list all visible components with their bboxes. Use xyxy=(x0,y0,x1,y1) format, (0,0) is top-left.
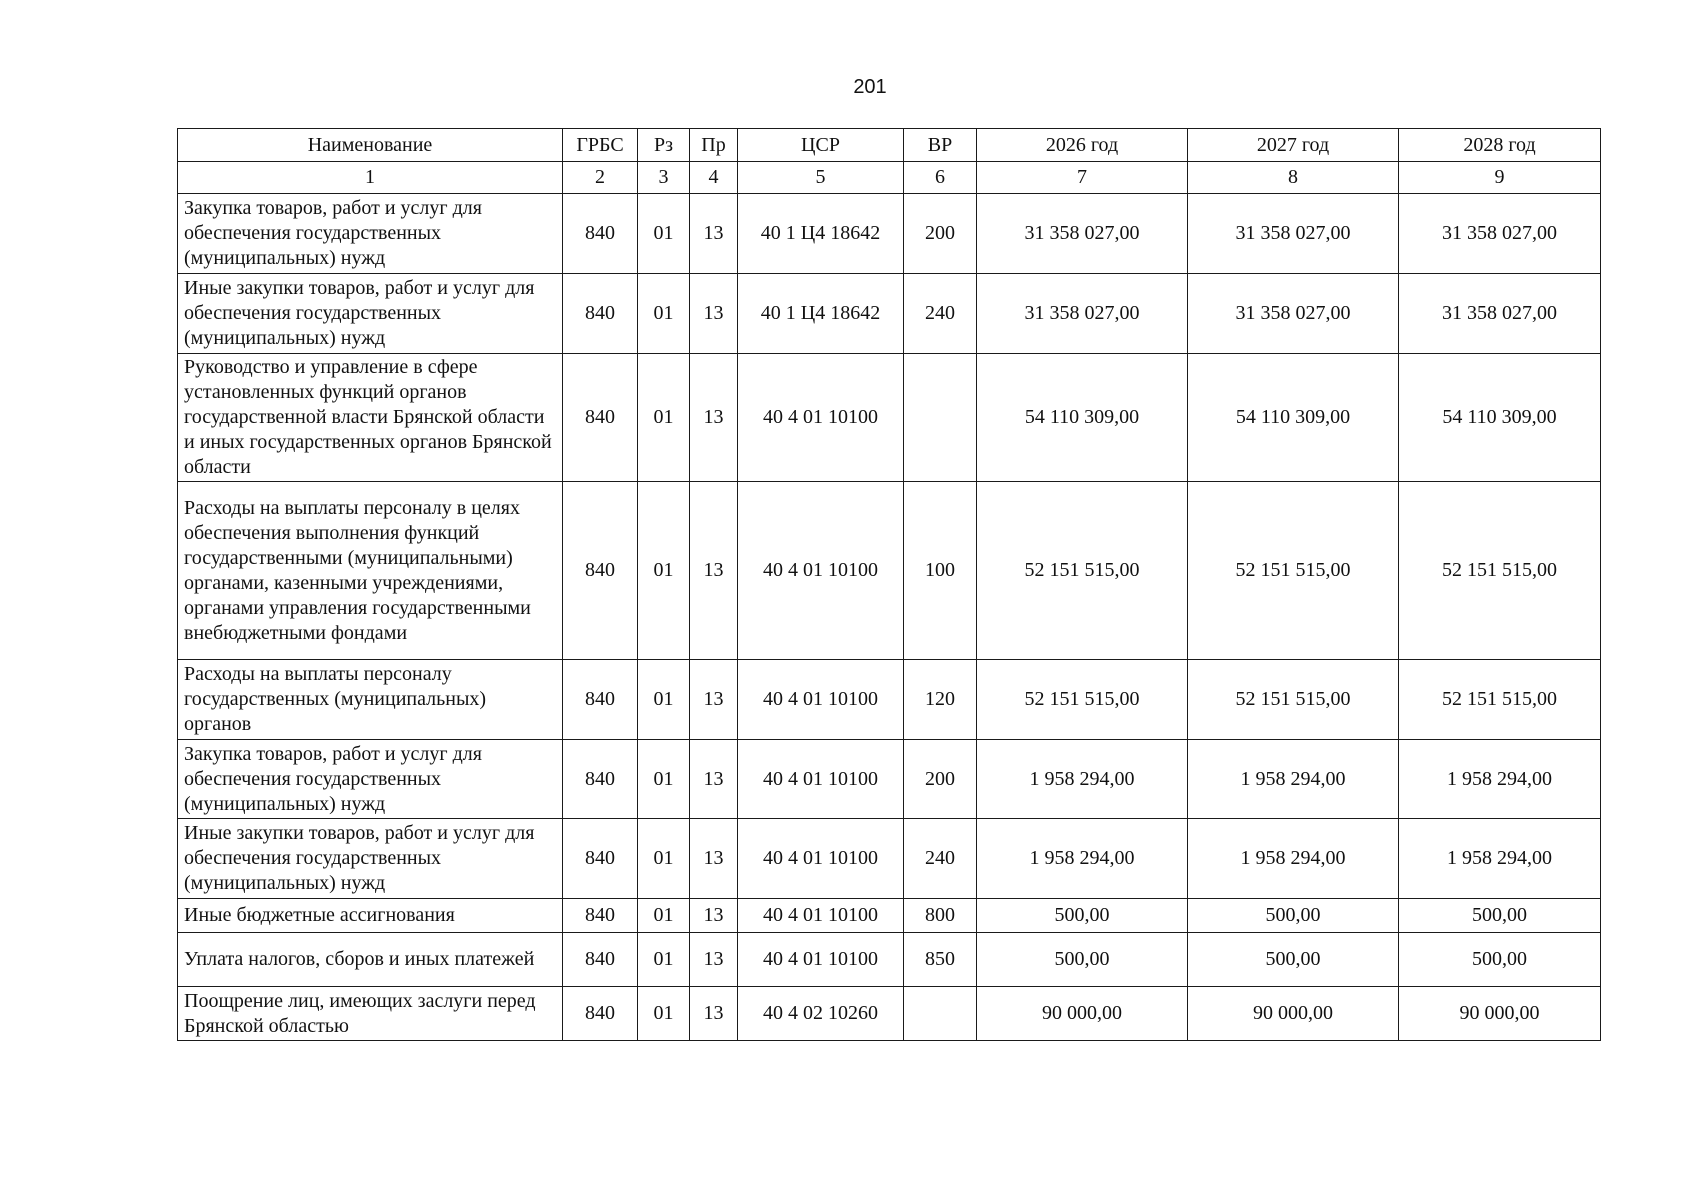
amount-2026-cell: 1 958 294,00 xyxy=(977,819,1188,899)
pr-cell: 13 xyxy=(690,660,738,740)
row-name-cell: Уплата налогов, сборов и иных платежей xyxy=(178,933,563,987)
grbs-cell: 840 xyxy=(563,194,638,274)
grbs-cell: 840 xyxy=(563,740,638,819)
pr-cell: 13 xyxy=(690,987,738,1041)
rz-cell: 01 xyxy=(638,660,690,740)
amount-2026-cell: 54 110 309,00 xyxy=(977,354,1188,482)
amount-2028-cell: 31 358 027,00 xyxy=(1399,274,1601,354)
pr-cell: 13 xyxy=(690,933,738,987)
amount-2027-cell: 1 958 294,00 xyxy=(1188,740,1399,819)
csr-cell: 40 1 Ц4 18642 xyxy=(738,194,904,274)
grbs-cell: 840 xyxy=(563,899,638,933)
grbs-cell: 840 xyxy=(563,482,638,660)
vr-cell: 120 xyxy=(904,660,977,740)
vr-cell: 800 xyxy=(904,899,977,933)
table-row xyxy=(178,482,1601,660)
rz-cell: 01 xyxy=(638,740,690,819)
vr-cell xyxy=(904,987,977,1041)
vr-cell: 200 xyxy=(904,194,977,274)
pr-cell: 13 xyxy=(690,740,738,819)
amount-2026-cell: 500,00 xyxy=(977,899,1188,933)
amount-2028-cell: 1 958 294,00 xyxy=(1399,740,1601,819)
vr-cell: 200 xyxy=(904,740,977,819)
vr-cell: 850 xyxy=(904,933,977,987)
csr-cell: 40 1 Ц4 18642 xyxy=(738,274,904,354)
column-number-cell: 1 xyxy=(178,162,563,194)
pr-cell: 13 xyxy=(690,482,738,660)
header-cell: 2028 год xyxy=(1399,129,1601,162)
vr-cell: 100 xyxy=(904,482,977,660)
row-name-cell: Расходы на выплаты персоналу в целях обеспечения выполнения функций государственными (муниципальными) органами, казенными учреждениями, органами управления государственными внебюджетными фондами xyxy=(178,482,563,660)
header-cell: 2027 год xyxy=(1188,129,1399,162)
amount-2027-cell: 500,00 xyxy=(1188,899,1399,933)
pr-cell: 13 xyxy=(690,819,738,899)
pr-cell: 13 xyxy=(690,899,738,933)
amount-2028-cell: 52 151 515,00 xyxy=(1399,482,1601,660)
grbs-cell: 840 xyxy=(563,274,638,354)
rz-cell: 01 xyxy=(638,933,690,987)
vr-cell: 240 xyxy=(904,819,977,899)
row-name-cell: Иные закупки товаров, работ и услуг для обеспечения государственных (муниципальных) нужд xyxy=(178,274,563,354)
rz-cell: 01 xyxy=(638,482,690,660)
csr-cell: 40 4 02 10260 xyxy=(738,987,904,1041)
row-name-cell: Закупка товаров, работ и услуг для обеспечения государственных (муниципальных) нужд xyxy=(178,740,563,819)
column-number-cell: 5 xyxy=(738,162,904,194)
column-number-cell: 4 xyxy=(690,162,738,194)
header-cell: Пр xyxy=(690,129,738,162)
amount-2026-cell: 31 358 027,00 xyxy=(977,274,1188,354)
amount-2027-cell: 52 151 515,00 xyxy=(1188,660,1399,740)
amount-2027-cell: 31 358 027,00 xyxy=(1188,194,1399,274)
header-row xyxy=(178,129,1601,162)
amount-2026-cell: 52 151 515,00 xyxy=(977,482,1188,660)
csr-cell: 40 4 01 10100 xyxy=(738,819,904,899)
vr-cell: 240 xyxy=(904,274,977,354)
grbs-cell: 840 xyxy=(563,819,638,899)
amount-2028-cell: 90 000,00 xyxy=(1399,987,1601,1041)
grbs-cell: 840 xyxy=(563,987,638,1041)
amount-2028-cell: 500,00 xyxy=(1399,899,1601,933)
amount-2028-cell: 1 958 294,00 xyxy=(1399,819,1601,899)
amount-2027-cell: 500,00 xyxy=(1188,933,1399,987)
table-row xyxy=(178,987,1601,1041)
table-row xyxy=(178,274,1601,354)
rz-cell: 01 xyxy=(638,987,690,1041)
rz-cell: 01 xyxy=(638,274,690,354)
row-name-cell: Закупка товаров, работ и услуг для обеспечения государственных (муниципальных) нужд xyxy=(178,194,563,274)
pr-cell: 13 xyxy=(690,354,738,482)
csr-cell: 40 4 01 10100 xyxy=(738,354,904,482)
column-number-row xyxy=(178,162,1601,194)
budget-table xyxy=(177,128,1601,1041)
row-name-cell: Расходы на выплаты персоналу государственных (муниципальных) органов xyxy=(178,660,563,740)
header-cell: Наименование xyxy=(178,129,563,162)
row-name-cell: Иные бюджетные ассигнования xyxy=(178,899,563,933)
amount-2026-cell: 52 151 515,00 xyxy=(977,660,1188,740)
column-number-cell: 3 xyxy=(638,162,690,194)
table-row xyxy=(178,660,1601,740)
grbs-cell: 840 xyxy=(563,354,638,482)
table-row xyxy=(178,819,1601,899)
row-name-cell: Поощрение лиц, имеющих заслуги перед Брянской областью xyxy=(178,987,563,1041)
grbs-cell: 840 xyxy=(563,660,638,740)
amount-2026-cell: 1 958 294,00 xyxy=(977,740,1188,819)
column-number-cell: 2 xyxy=(563,162,638,194)
table-row xyxy=(178,194,1601,274)
csr-cell: 40 4 01 10100 xyxy=(738,899,904,933)
page-number: 201 xyxy=(853,76,887,98)
column-number-cell: 9 xyxy=(1399,162,1601,194)
amount-2028-cell: 31 358 027,00 xyxy=(1399,194,1601,274)
amount-2026-cell: 90 000,00 xyxy=(977,987,1188,1041)
header-cell: ВР xyxy=(904,129,977,162)
pr-cell: 13 xyxy=(690,274,738,354)
column-number-cell: 8 xyxy=(1188,162,1399,194)
table-row xyxy=(178,354,1601,482)
csr-cell: 40 4 01 10100 xyxy=(738,740,904,819)
csr-cell: 40 4 01 10100 xyxy=(738,482,904,660)
pr-cell: 13 xyxy=(690,194,738,274)
rz-cell: 01 xyxy=(638,819,690,899)
amount-2028-cell: 500,00 xyxy=(1399,933,1601,987)
table-row xyxy=(178,899,1601,933)
amount-2026-cell: 31 358 027,00 xyxy=(977,194,1188,274)
column-number-cell: 7 xyxy=(977,162,1188,194)
column-number-cell: 6 xyxy=(904,162,977,194)
table-row xyxy=(178,933,1601,987)
header-cell: ГРБС xyxy=(563,129,638,162)
header-cell: ЦСР xyxy=(738,129,904,162)
csr-cell: 40 4 01 10100 xyxy=(738,933,904,987)
amount-2027-cell: 54 110 309,00 xyxy=(1188,354,1399,482)
header-cell: 2026 год xyxy=(977,129,1188,162)
rz-cell: 01 xyxy=(638,194,690,274)
amount-2028-cell: 52 151 515,00 xyxy=(1399,660,1601,740)
amount-2027-cell: 90 000,00 xyxy=(1188,987,1399,1041)
amount-2027-cell: 52 151 515,00 xyxy=(1188,482,1399,660)
header-cell: Рз xyxy=(638,129,690,162)
amount-2027-cell: 1 958 294,00 xyxy=(1188,819,1399,899)
rz-cell: 01 xyxy=(638,899,690,933)
row-name-cell: Иные закупки товаров, работ и услуг для обеспечения государственных (муниципальных) нужд xyxy=(178,819,563,899)
amount-2028-cell: 54 110 309,00 xyxy=(1399,354,1601,482)
csr-cell: 40 4 01 10100 xyxy=(738,660,904,740)
rz-cell: 01 xyxy=(638,354,690,482)
amount-2027-cell: 31 358 027,00 xyxy=(1188,274,1399,354)
amount-2026-cell: 500,00 xyxy=(977,933,1188,987)
row-name-cell: Руководство и управление в сфере установленных функций органов государственной власти Брянской области и иных государственных органов Брянской области xyxy=(178,354,563,482)
vr-cell xyxy=(904,354,977,482)
grbs-cell: 840 xyxy=(563,933,638,987)
table-row xyxy=(178,740,1601,819)
